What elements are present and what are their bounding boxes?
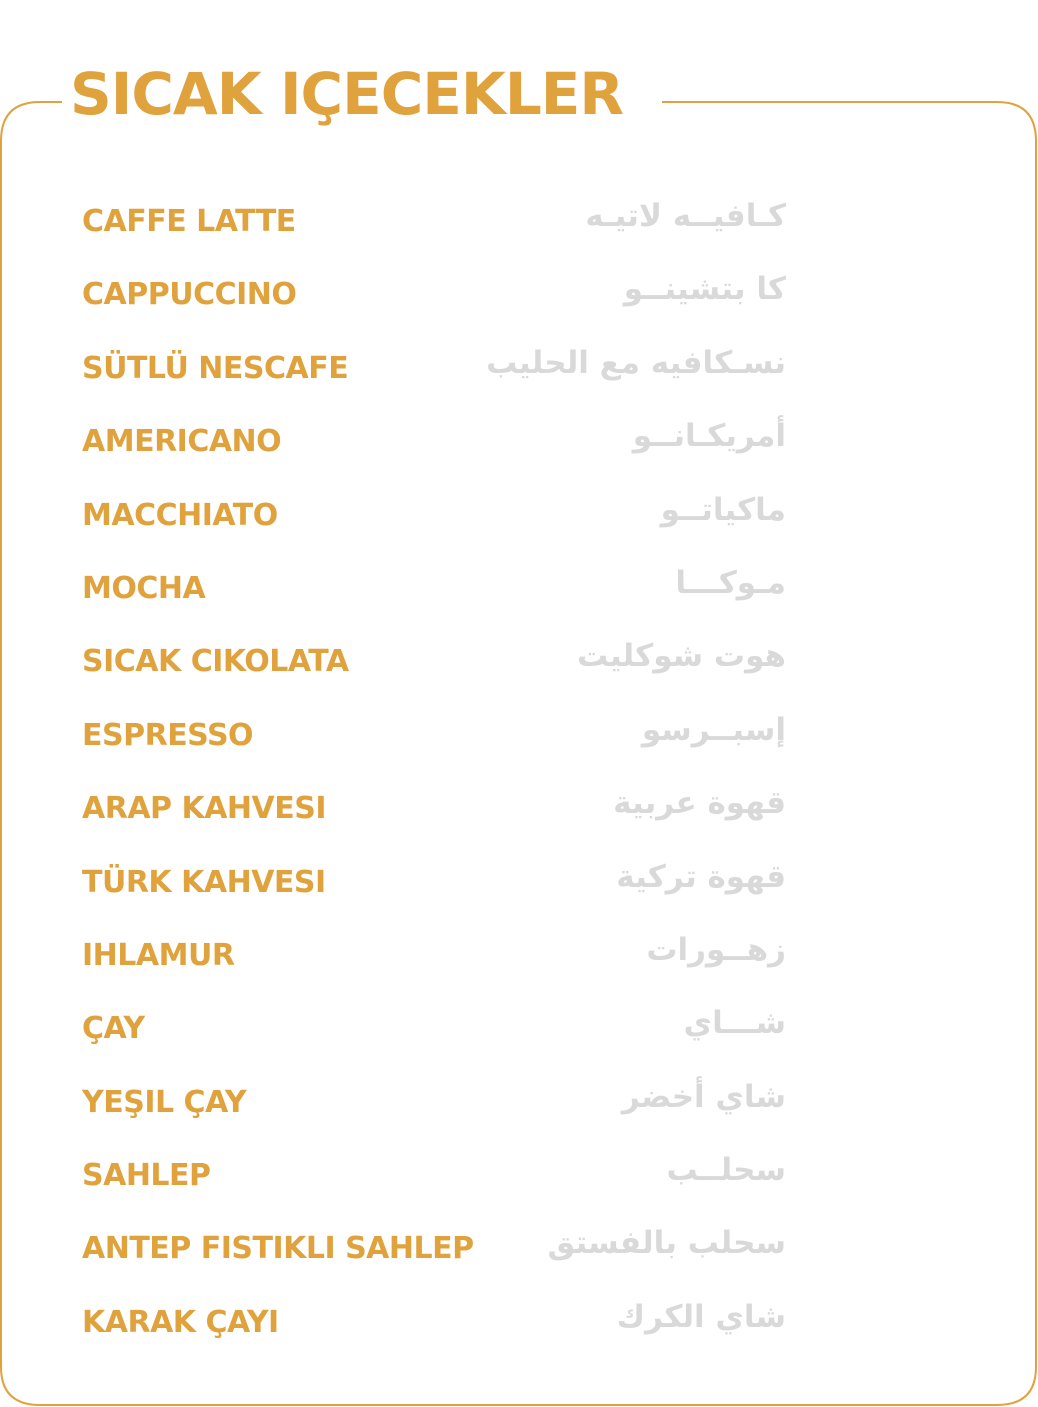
list-item	[0, 1141, 1038, 1214]
list-item	[0, 1214, 1038, 1287]
item-name-turkish: ANTEP FISTIKLI SAHLEP	[82, 1231, 474, 1267]
item-name-turkish: IHLAMUR	[82, 937, 235, 973]
item-name-turkish: CAFFE LATTE	[82, 204, 296, 239]
item-name-arabic: قهوة تركية	[616, 858, 786, 895]
list-item	[0, 554, 1038, 627]
item-name-arabic: أمريكـانــو	[632, 418, 786, 455]
item-name-turkish: ARAP KAHVESI	[82, 791, 327, 827]
item-name-arabic: كـافيــه لاتيـه	[585, 198, 786, 234]
item-name-arabic: سحلــب	[666, 1152, 786, 1189]
item-name-turkish: KARAK ÇAYI	[82, 1304, 279, 1340]
list-item	[0, 994, 1038, 1067]
item-name-turkish: TÜRK KAHVESI	[82, 864, 326, 900]
list-item	[0, 921, 1038, 994]
list-item	[0, 848, 1038, 921]
list-item	[0, 407, 1038, 480]
list-item	[0, 701, 1038, 774]
item-name-arabic: مـوكـــا	[675, 564, 786, 601]
item-name-arabic: كا بتشينــو	[623, 271, 786, 308]
page-title: SICAK IÇECEKLER	[70, 60, 624, 128]
item-name-turkish: SAHLEP	[82, 1158, 211, 1194]
list-item	[0, 627, 1038, 700]
item-name-turkish: SÜTLÜ NESCAFE	[82, 350, 349, 386]
item-name-arabic: شـــاي	[683, 1005, 786, 1042]
item-name-arabic: شاي أخضر	[621, 1078, 786, 1115]
item-name-turkish: CAPPUCCINO	[82, 277, 297, 313]
list-item	[0, 260, 1038, 333]
drinks-list	[0, 187, 1038, 1361]
list-item	[0, 334, 1038, 407]
item-name-arabic: سحلب بالفستق	[547, 1225, 786, 1262]
item-name-arabic: زهــورات	[646, 931, 786, 968]
item-name-turkish: MACCHIATO	[82, 497, 278, 533]
list-item	[0, 187, 1038, 260]
item-name-arabic: ماكياتــو	[660, 491, 786, 528]
item-name-turkish: MOCHA	[82, 570, 206, 606]
item-name-turkish: YEŞIL ÇAY	[82, 1084, 247, 1120]
item-name-arabic: قهوة عربية	[613, 785, 786, 822]
item-name-turkish: ÇAY	[82, 1011, 145, 1047]
list-item	[0, 1068, 1038, 1141]
list-item	[0, 481, 1038, 554]
item-name-arabic: هوت شوكليت	[577, 638, 786, 675]
item-name-turkish: ESPRESSO	[82, 717, 254, 753]
list-item	[0, 774, 1038, 847]
item-name-turkish: SICAK CIKOLATA	[82, 644, 349, 680]
item-name-arabic: نسـكافيه مع الحليب	[486, 344, 786, 381]
item-name-arabic: إسبــرسو	[641, 711, 786, 748]
item-name-turkish: AMERICANO	[82, 424, 282, 460]
list-item	[0, 1288, 1038, 1361]
item-name-arabic: شاي الكرك	[616, 1298, 786, 1335]
